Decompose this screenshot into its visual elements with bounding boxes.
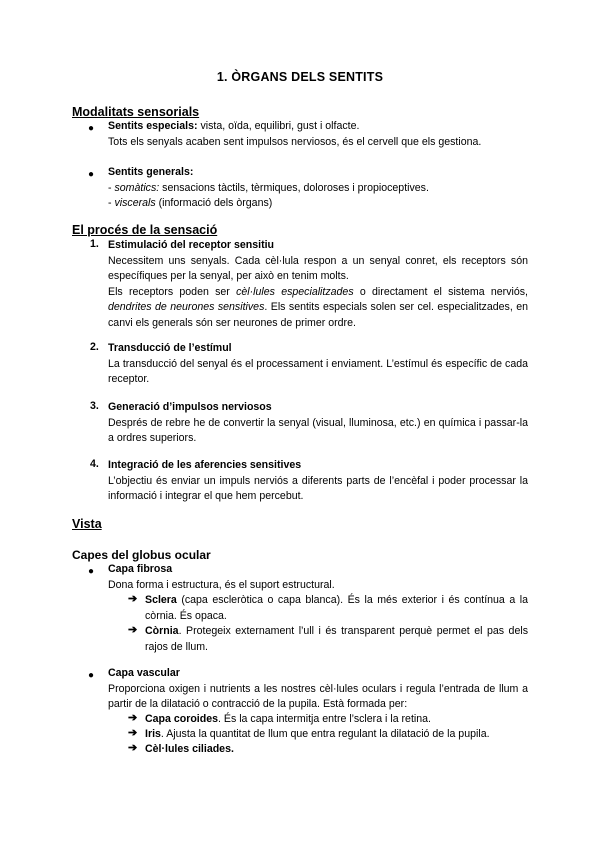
sentits-generals-item [108,165,528,212]
step-title: Generació d’impulsos nerviosos [108,401,272,413]
viscerals-term: viscerals [114,197,156,209]
step-1 [108,238,528,331]
step-paragraph: L’objectiu és enviar un impuls nerviós a diferents parts de l’encèfal i poder processar la informació i integrar el que hem percebut. [108,474,528,502]
capa-vascular-text: Proporciona oxigen i nutrients a les nostres cèl·lules oculars i regula l’entrada de llum a partir de la dilatació o contracció de la pupila. Està formada per: [108,682,528,710]
cornia-item [145,624,528,655]
bullet-icon: ● [88,169,95,180]
iris-text: . Ajusta la quantitat de llum que entra regulant la dilatació de la pupila. [160,728,490,740]
coroides-label: Capa coroides [145,713,219,725]
sclera-label: Sclera [145,594,177,606]
ciliades-label: Cèl·lules ciliades. [145,743,234,755]
sentits-especials-text: vista, oïda, equilibri, gust i olfacte. [197,120,360,132]
arrow-icon: ➔ [128,712,138,724]
step-4 [108,458,528,505]
somatics-text: sensacions tàctils, tèrmiques, doloroses i propioceptives. [159,181,429,194]
step-number: 1. [90,238,99,250]
section-heading-proces: El procés de la sensació [72,223,218,237]
arrow-icon: ➔ [128,593,138,605]
subheading-capes: Capes del globus ocular [72,548,211,562]
step-text: Els receptors poden ser [108,285,237,298]
arrow-icon: ➔ [128,624,138,636]
coroides-text: . És la capa intermitja entre l’sclera i la retina. [218,713,431,725]
bullet-icon: ● [88,566,95,577]
step-term: dendrites de neurones sensitives [108,301,265,313]
iris-label: Iris [145,728,161,740]
sentits-especials-item [108,119,528,150]
step-3 [108,400,528,447]
capa-vascular-item [108,666,528,713]
step-number: 3. [90,400,99,412]
arrow-icon: ➔ [128,742,138,754]
capa-fibrosa-text: Dona forma i estructura, és el suport estructural. [108,578,335,591]
step-title: Integració de les aferencies sensitives [108,459,302,471]
viscerals-text: (informació dels òrgans) [155,197,273,209]
dash: - [108,197,115,209]
step-term: cèl·lules especialitzades [236,285,354,298]
ciliades-item [145,742,528,758]
bullet-icon: ● [88,123,95,134]
step-title: Estimulació del receptor sensitiu [108,239,275,251]
capa-fibrosa-label: Capa fibrosa [108,563,173,575]
dash: - [108,181,115,194]
step-2 [108,341,528,388]
sentits-generals-label: Sentits generals: [108,166,194,178]
sclera-text: (capa escleròtica o capa blanca). És la més exterior i és contínua a la còrnia. És opaca. [145,594,528,622]
capa-fibrosa-item [108,562,528,593]
section-heading-modalitats: Modalitats sensorials [72,105,200,119]
iris-item [145,727,528,743]
capa-vascular-label: Capa vascular [108,667,180,679]
step-paragraph: Després de rebre he de convertir la senyal (visual, lluminosa, etc.) en química i passar-la a ordres superiors. [108,416,528,444]
step-title: Transducció de l’estímul [108,342,232,354]
step-paragraph: Necessitem uns senyals. Cada cèl·lula respon a un senyal conret, els receptors són específiques per la senyal, per això en tenim molts. [108,254,528,282]
sentits-especials-note: Tots els senyals acaben sent impulsos nerviosos, és el cervell que els gestiona. [108,135,482,148]
page-title: 1. ÒRGANS DELS SENTITS [216,70,384,84]
bullet-icon: ● [88,670,95,681]
coroides-item [145,712,528,728]
sentits-especials-label: Sentits especials: [108,120,198,132]
sclera-item [145,593,528,624]
step-paragraph: La transducció del senyal és el processament i enviament. L’estímul és específic de cada receptor. [108,357,528,385]
step-number: 4. [90,458,99,470]
cornia-text: . Protegeix externament l’ull i és transparent perquè permet el pas dels rajos de llum. [145,625,528,653]
cornia-label: Còrnia [145,625,179,637]
step-number: 2. [90,341,99,353]
somatics-term: somàtics: [114,181,160,194]
section-heading-vista: Vista [72,517,102,531]
arrow-icon: ➔ [128,727,138,739]
step-text: . Els sentits especials solen ser cel. especialitzades, en canvi els generals són ser neurones de primer ordre. [108,301,528,329]
step-text: o directament el sistema nerviós, [353,285,528,298]
